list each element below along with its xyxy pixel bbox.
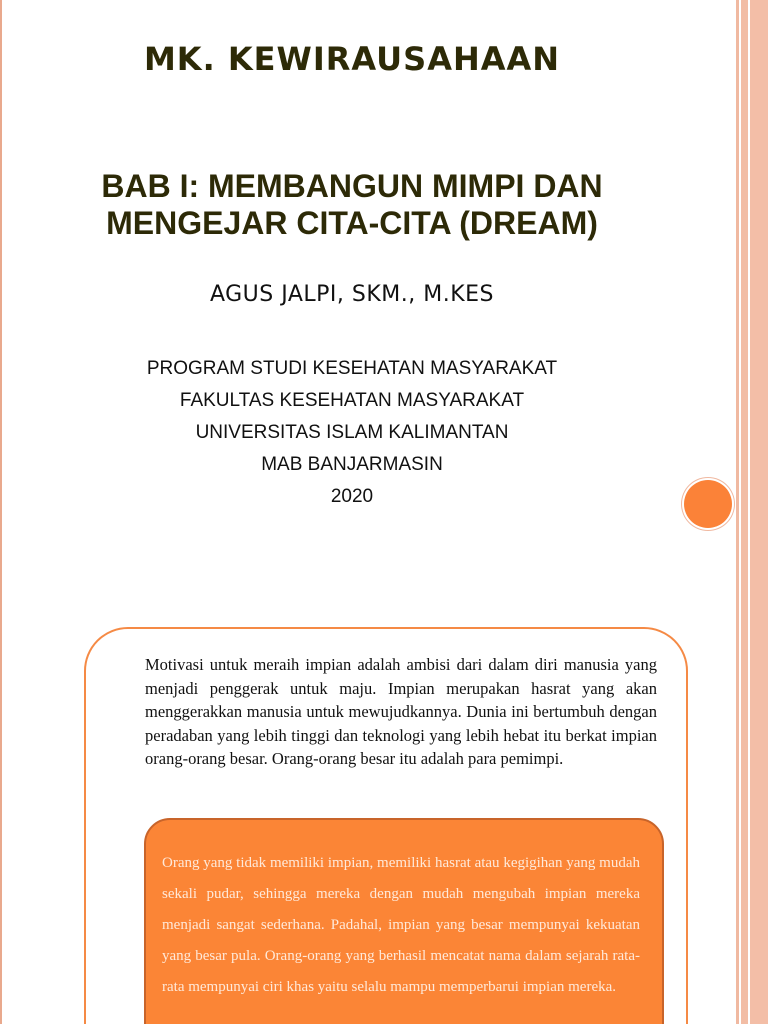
intro-paragraph: Motivasi untuk meraih impian adalah ambisi dari dalam diri manusia yang menjadi penggerak untuk maju. Impian merupakan hasrat yang akan menggerakkan manusia untuk mewujudkannya. Dunia ini bertumbuh dengan peradaban yang lebih tinggi dan teknologi yang lebih hebat itu berkat impian orang-orang besar. Orang-orang besar itu adalah para pemimpi. (145, 655, 657, 768)
quote-paragraph: Orang yang tidak memiliki impian, memiliki hasrat atau kegigihan yang mudah sekali pudar, sehingga mereka dengan mudah mengubah impian mereka menjadi sangat sederhana. Padahal, impian yang besar mempunyai kekuatan yang besar pula. Orang-orang yang berhasil mencatat nama dalam sejarah rata-rata mempunyai ciri khas yaitu selalu mampu memperbarui impian mereka. (162, 855, 640, 995)
affiliation-line: FAKULTAS KESEHATAN MASYARAKAT (179, 390, 525, 411)
chapter-title-line: MENGEJAR CITA-CITA (DREAM) (106, 205, 598, 241)
affiliation-year: 2020 (330, 486, 374, 507)
affiliation-line: UNIVERSITAS ISLAM KALIMANTAN (195, 422, 509, 443)
right-decor-band (736, 0, 739, 1024)
affiliation-line: PROGRAM STUDI KESEHATAN MASYARAKAT (146, 358, 558, 379)
chapter-title (0, 168, 704, 242)
right-decor-band (750, 0, 768, 1024)
affiliation-line: MAB BANJARMASIN (261, 454, 443, 475)
affiliation-block (0, 353, 704, 513)
chapter-title-line: BAB I: MEMBANGUN MIMPI DAN (101, 168, 603, 204)
right-decor-band (741, 0, 748, 1024)
course-title: MK. KEWIRAUSAHAAN (143, 40, 561, 78)
author-name: AGUS JALPI, SKM., M.KES (209, 282, 495, 307)
